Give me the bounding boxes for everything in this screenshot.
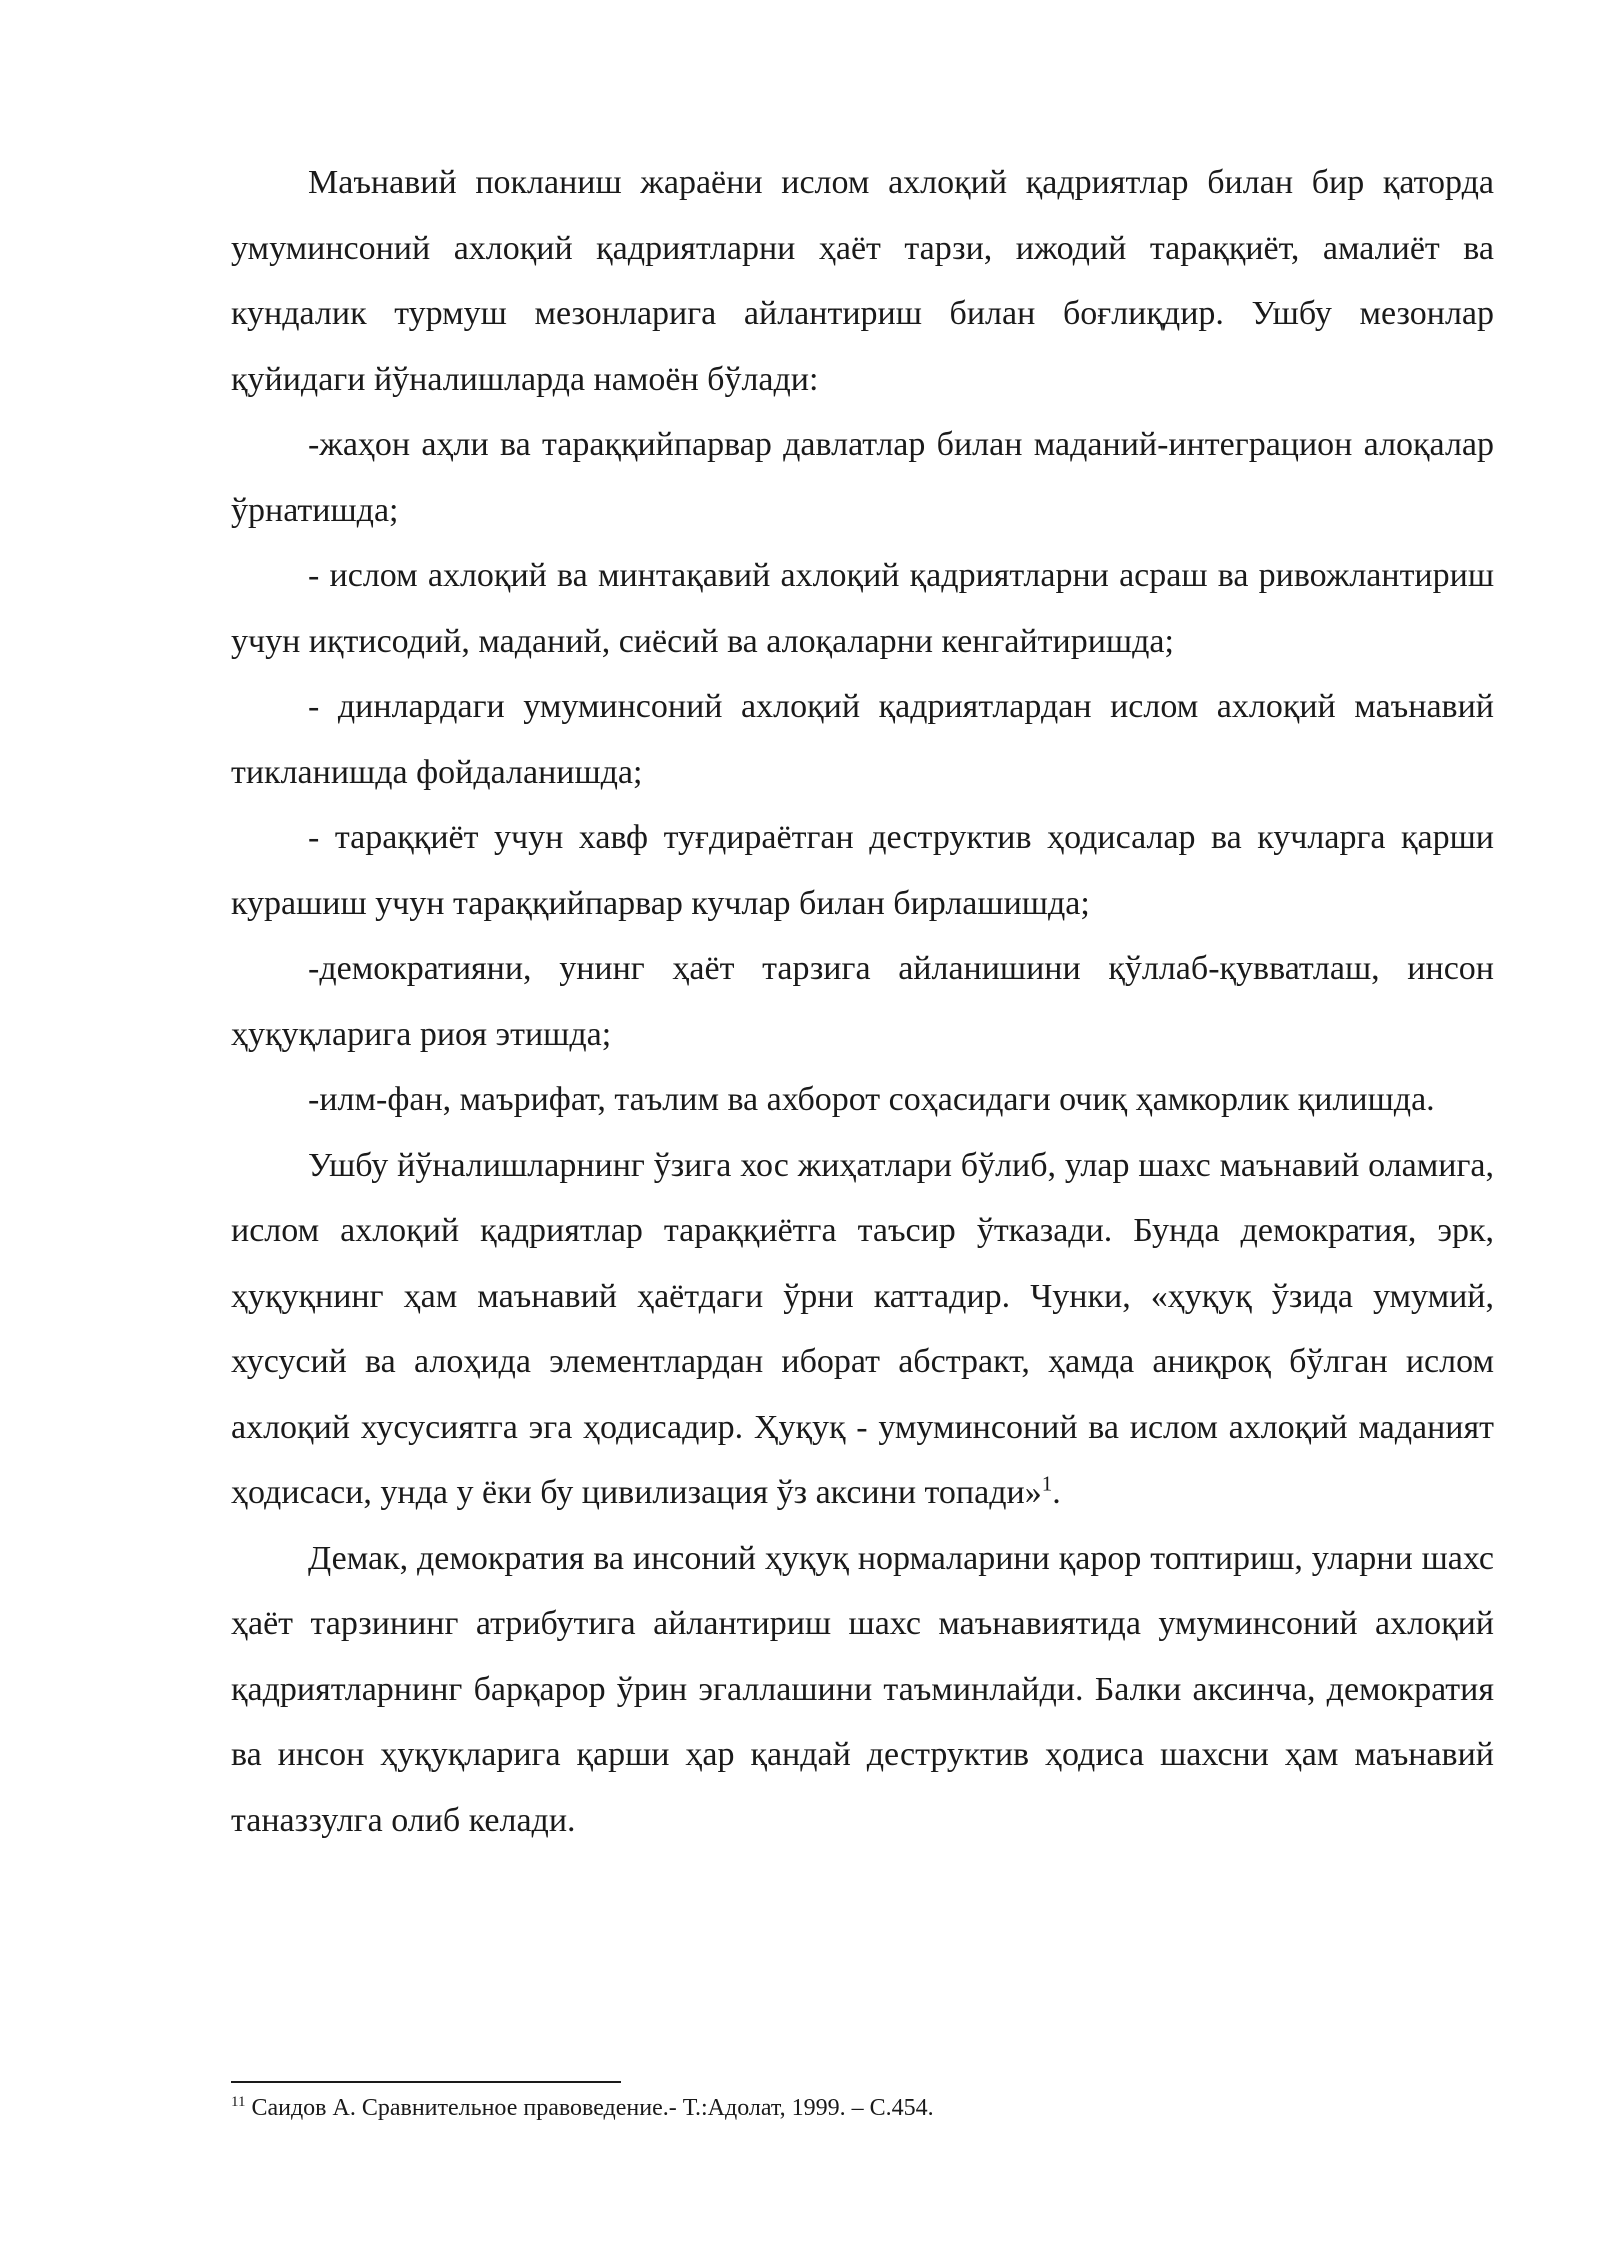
footnote-text: Саидов А. Сравнительное правоведение.- Т.:Адолат, 1999. – С.454. [245,2095,934,2121]
list-item-democracy: -демократияни, унинг ҳаёт тарзига айланишини қўллаб-қувватлаш, инсон ҳуқуқларига риоя этишда; [231,950,1494,1053]
list-item-preserve-values: - ислом ахлоқий ва минтақавий ахлоқий қадриятларни асраш ва ривожлантириш учун иқтисодий, маданий, сиёсий ва алоқаларни кенгайтиришда; [231,557,1494,660]
list-item-fight-destructive: - тараққиёт учун хавф туғдираётган деструктив ҳодисалар ва кучларга қарши курашиш учун тараққийпарвар кучлар билан бирлашишда; [231,819,1494,922]
paragraph-quote [231,1133,1494,1526]
list-item-religious-values: - динлардаги умуминсоний ахлоқий қадриятлардан ислом ахлоқий маънавий тикланишда фойдаланишда; [231,688,1494,791]
footnote-mark: 11 [231,2094,246,2110]
list-item-international-relations: -жаҳон аҳли ва тараққийпарвар давлатлар билан маданий-интеграцион алоқалар ўрнатишда; [231,426,1494,529]
document-body [231,150,1494,1853]
paragraph-conclusion: Демак, демократия ва инсоний ҳуқуқ нормаларини қарор топтириш, уларни шахс ҳаёт тарзининг атрибутига айлантириш шахс маънавиятида умуминсоний ахлоқий қадриятларнинг барқарор ўрин эгаллашини таъминлайди. Балки аксинча, демократия ва инсон ҳуқуқларига қарши ҳар қандай деструктив ҳодиса шахсни ҳам маънавий таназзулга олиб келади. [231,1539,1494,1839]
paragraph-intro: Маънавий покланиш жараёни ислом ахлоқий қадриятлар билан бир қаторда умуминсоний ахлоқий қадриятларни ҳаёт тарзи, ижодий тараққиёт, амалиёт ва кундалик турмуш мезонларига айлантириш билан боғлиқдир. Ушбу мезонлар қуйидаги йўналишларда намоён бўлади: [231,164,1494,398]
footnote [231,2092,1494,2124]
list-item-science-cooperation: -илм-фан, маърифат, таълим ва ахборот соҳасидаги очиқ ҳамкорлик қилишда. [308,1081,1435,1118]
quote-paragraph-text: Ушбу йўналишларнинг ўзига хос жиҳатлари бўлиб, улар шахс маънавий оламига, ислом ахлоқий қадриятлар тараққиётга таъсир ўтказади. Бунда демократия, эрк, ҳуқуқнинг ҳам маънавий ҳаётдаги ўрни каттадир. Чунки, «ҳуқуқ ўзида умумий, хусусий ва алоҳида элементлардан иборат абстракт, ҳамда аниқроқ бўлган ислом ахлоқий хусусиятга эга ҳодисадир. Ҳуқуқ - умуминсоний ва ислом ахлоқий маданият ҳодисаси, унда у ёки бу цивилизация ўз аксини топади» [231,1146,1494,1511]
quote-paragraph-tail: . [1052,1474,1061,1511]
footnote-separator [231,2081,621,2083]
footnote-reference-mark[interactable]: 1 [1041,1471,1053,1496]
